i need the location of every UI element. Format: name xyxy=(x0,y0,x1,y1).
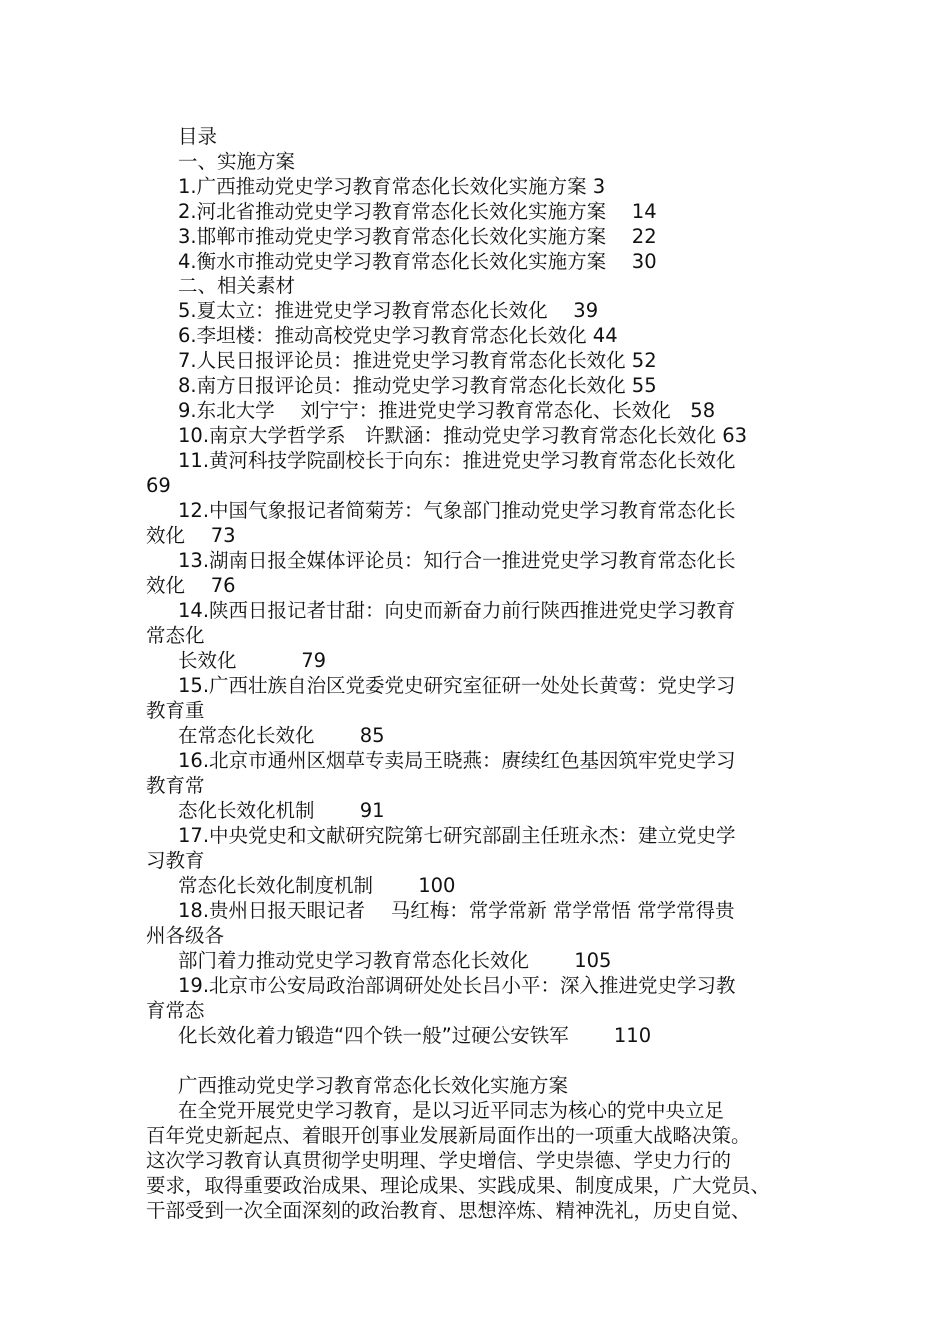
toc-section-2: 二、相关素材 xyxy=(178,274,296,297)
toc-item-continuation: 态化长效化机制 91 xyxy=(178,799,385,822)
toc-item: 10.南京大学哲学系 许默涵：推动党史学习教育常态化长效化 63 xyxy=(178,424,748,447)
article-paragraph-line: 在全党开展党史学习教育，是以习近平同志为核心的党中央立足 xyxy=(178,1099,725,1122)
toc-item: 5.夏太立：推进党史学习教育常态化长效化 39 xyxy=(178,299,599,322)
toc-item: 11.黄河科技学院副校长于向东：推进党史学习教育常态化长效化 xyxy=(178,449,736,472)
toc-item-continuation: 常态化 xyxy=(146,624,205,647)
toc-item: 16.北京市通州区烟草专卖局王晓燕：赓续红色基因筑牢党史学习 xyxy=(178,749,736,772)
toc-item-continuation: 化长效化着力锻造“四个铁一般”过硬公安铁军 110 xyxy=(178,1024,652,1047)
toc-item-continuation: 教育常 xyxy=(146,774,205,797)
toc-item: 17.中央党史和文献研究院第七研究部副主任班永杰：建立党史学 xyxy=(178,824,736,847)
toc-item-continuation: 效化 73 xyxy=(146,524,236,547)
toc-item: 3.邯郸市推动党史学习教育常态化长效化实施方案 22 xyxy=(178,225,657,248)
toc-item-continuation: 长效化 79 xyxy=(178,649,327,672)
toc-item-continuation: 习教育 xyxy=(146,849,205,872)
toc-item: 12.中国气象报记者简菊芳：气象部门推动党史学习教育常态化长 xyxy=(178,499,736,522)
toc-item: 19.北京市公安局政治部调研处处长吕小平：深入推进党史学习教 xyxy=(178,974,736,997)
toc-item: 6.李坦楼：推动高校党史学习教育常态化长效化 44 xyxy=(178,324,618,347)
toc-item-continuation: 常态化长效化制度机制 100 xyxy=(178,874,456,897)
toc-item-continuation: 69 xyxy=(146,474,171,497)
toc-item-continuation: 部门着力推动党史学习教育常态化长效化 105 xyxy=(178,949,612,972)
toc-item-continuation: 效化 76 xyxy=(146,574,236,597)
toc-item: 4.衡水市推动党史学习教育常态化长效化实施方案 30 xyxy=(178,250,657,273)
toc-title: 目录 xyxy=(178,125,218,148)
toc-item: 7.人民日报评论员：推进党史学习教育常态化长效化 52 xyxy=(178,349,657,372)
toc-item-continuation: 州各级各 xyxy=(146,924,225,947)
article-title: 广西推动党史学习教育常态化长效化实施方案 xyxy=(178,1074,569,1097)
toc-item: 9.东北大学 刘宁宁：推进党史学习教育常态化、长效化 58 xyxy=(178,399,716,422)
toc-item: 13.湖南日报全媒体评论员：知行合一推进党史学习教育常态化长 xyxy=(178,549,736,572)
article-paragraph-line: 要求，取得重要政治成果、理论成果、实践成果、制度成果，广大党员、 xyxy=(146,1174,771,1197)
article-paragraph-line: 百年党史新起点、着眼开创事业发展新局面作出的一项重大战略决策。 xyxy=(146,1124,751,1147)
toc-item-continuation: 教育重 xyxy=(146,699,205,722)
toc-item: 1.广西推动党史学习教育常态化长效化实施方案 3 xyxy=(178,175,606,198)
toc-item-continuation: 在常态化长效化 85 xyxy=(178,724,385,747)
toc-section-1: 一、实施方案 xyxy=(178,150,296,173)
toc-item: 8.南方日报评论员：推动党史学习教育常态化长效化 55 xyxy=(178,374,657,397)
toc-item: 15.广西壮族自治区党委党史研究室征研一处处长黄莺：党史学习 xyxy=(178,674,736,697)
toc-item-continuation: 育常态 xyxy=(146,999,205,1022)
article-paragraph-line: 这次学习教育认真贯彻学史明理、学史增信、学史崇德、学史力行的 xyxy=(146,1149,732,1172)
toc-item: 18.贵州日报天眼记者 马红梅：常学常新 常学常悟 常学常得贵 xyxy=(178,899,735,922)
article-paragraph-line: 干部受到一次全面深刻的政治教育、思想淬炼、精神洗礼，历史自觉、 xyxy=(146,1199,751,1222)
toc-item: 14.陕西日报记者甘甜：向史而新奋力前行陕西推进党史学习教育 xyxy=(178,599,736,622)
toc-item: 2.河北省推动党史学习教育常态化长效化实施方案 14 xyxy=(178,200,657,223)
